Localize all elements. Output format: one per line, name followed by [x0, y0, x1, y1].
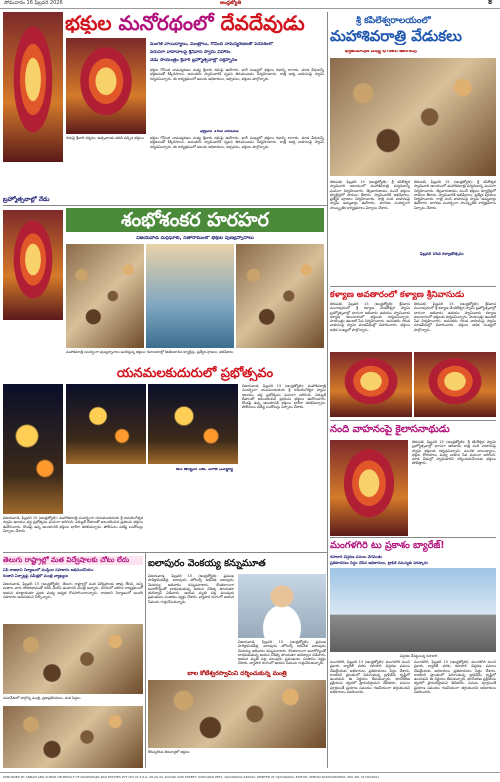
a1-body: భక్తుల గోవింద నామస్మరణల మధ్య శ్రీవారు రథంపై ఊరేగారు. భారీ సంఖ్యలో భక్తులు రథాన్ని లాగారు. మాడ వీధులన్నీ భక్తజనంతో కిక్కిరిసాయి. అనంతరం స్వామివారికి స్నపన తిరుమంజనం నిర్వహించారు. రాత్రి అశ్వ వాహనంపై స్వామి దర్శనమిచ్చారు. ఈ కార్యక్రమంలో ఆలయ అధికారులు, అర్చకులు, భక్తులు పాల్గొన్నారు.	[150, 68, 324, 81]
a1-caption-text: రథంపై శ్రీవారి దర్శనం; ఉత్సవాలకు తరలి వచ్చిన భక్తులు	[66, 136, 144, 140]
a9-bullet-1: రహదారి విస్తరణ పనులు వేగవంతం	[330, 555, 383, 559]
a6-body: విజయవాడ, ఫిబ్రవరి 15 (ఆంధ్రజ్యోతి): తెలుగు రాష్ట్రాల్లో మత విద్వేషాలకు తావు లేదని, అన్ని మతాల వారు సోదరభావంతో కలిసి మెలిసి ఉంటారని మంత్రి అన్నారు. నగరంలో జరిగిన కార్యక్రమంలో ఆయన మాట్లాడుతూ ప్రజల మధ్య ఐక్యత కొనసాగించాలన్నారు. రాజధాని నిర్మాణంలో అందరి సహకారం అవసరమని పేర్కొన్నారు.	[3, 582, 143, 599]
a2-subhead: భక్తజనపోషణ మధ్య భోగితేరు ఊరేగింపు	[345, 50, 417, 54]
deity-photo	[66, 38, 146, 134]
a8-headline: నంది వాహనంపై కైలాసనాథుడు	[330, 424, 450, 435]
page-number: 8	[488, 0, 493, 6]
a6-meeting-photo	[3, 624, 143, 694]
a3-bathing-photo-3	[236, 244, 324, 348]
divider-vertical-left	[145, 552, 146, 768]
a2-crowd-photo	[330, 58, 496, 176]
a7-body-2: విజయవాడ, ఫిబ్రవరి 15 (ఆంధ్రజ్యోతి): ప్రముఖ పారిశ్రామికవేత్త, ఐలాపురం హోటల్స్ అధినేత ఐలాపురం వెంకయ్య ఆదివారం కన్నుమూశారు. కొంతకాలంగా అనారోగ్యంతో బాధపడుతున్న ఆయన చికిత్స పొందుతూ తుదిశ్వాస విడిచారు. ఆయన మృతి పట్ల పలువురు ప్రముఖులు సంతాపం వ్యక్తం చేశారు. వ్యాపార రంగంలో ఆయన సేవలను గుర్తుచేసుకున్నారు.	[238, 640, 326, 666]
a2-kicker: శ్రీ కపిలేశ్వరాలయంలో	[356, 16, 431, 26]
a1-bullet-3: నేడు సాయంత్రం శ్రీవారి బ్రహ్మోత్సవాల్లో చక్రస్నానం	[150, 58, 238, 63]
a2-body-left: తిరుపతి, ఫిబ్రవరి 15 (ఆంధ్రజ్యోతి): శ్రీ కపిలేశ్వర స్వామివారి ఆలయంలో మహాశివరాత్రి పర్వదినాన్ని ఘనంగా నిర్వహించారు. తెల్లవారుజాము నుంచే భక్తులు క్యూలైన్లలో బారులు తీరారు. స్వామివారికి అభిషేకాలు, ప్రత్యేక పూజలు నిర్వహించారు. రాత్రి నంది వాహనంపై స్వామి అమ్మవార్లు ఊరేగారు. జాగరణ సందర్భంగా సాంస్కృతిక కార్యక్రమాలు ఏర్పాటు చేశారు.	[330, 180, 410, 210]
a6-bullet-1: ఏపీ రాజధాని నిర్మాణంలో ముస్లింల సహకారం అభినందనీయం	[3, 568, 94, 572]
a3-bathing-photo-1	[66, 244, 144, 348]
a4-photo-1	[330, 352, 412, 417]
a2-subhead-2: ఫిబ్రవరి 16వ కళ్యాణోత్సవం	[420, 252, 464, 256]
a9-bullet-2: ప్రతిపాదనలు సిద్ధం చేసిన అధికారులు, ట్రాఫిక్ సమస్యకు పరిష్కారం	[330, 561, 429, 565]
divider-a8	[330, 537, 496, 538]
a1-box-title: బ్రహ్మోత్సవాల్లో నేడు	[3, 196, 50, 203]
divider-a1	[3, 205, 327, 206]
a2-body-right: తిరుపతి, ఫిబ్రవరి 15 (ఆంధ్రజ్యోతి): శ్రీ కపిలేశ్వర స్వామివారి ఆలయంలో మహాశివరాత్రి పర్వదినాన్ని ఘనంగా నిర్వహించారు. తెల్లవారుజాము నుంచే భక్తులు క్యూలైన్లలో బారులు తీరారు. స్వామివారికి అభిషేకాలు, ప్రత్యేక పూజలు నిర్వహించారు. రాత్రి నంది వాహనంపై స్వామి అమ్మవార్లు ఊరేగారు. జాగరణ సందర్భంగా సాంస్కృతిక కార్యక్రమాలు ఏర్పాటు చేశారు.	[414, 180, 496, 210]
a1-headline: భక్తుల మనోరథంలో దేవదేవుడు	[65, 12, 305, 34]
a5-body: విజయవాడ, ఫిబ్రవరి 15 (ఆంధ్రజ్యోతి): మహాశివరాత్రి సందర్భంగా యనమలకుదురు శ్రీ రామలింగేశ్వర స్వామి ఆలయం వద్ద ప్రభోత్సవం ఘనంగా జరిగింది. విద్యుత్ దీపాలతో అలంకరించిన ప్రభలను భక్తులు ఊరేగించారు. కొండపై ఉన్న ఆలయానికి భక్తులు భారీగా తరలివచ్చారు. పోలీసులు పటిష్ఠ బందోబస్తు ఏర్పాటు చేశారు.	[242, 384, 326, 410]
divider-mid	[3, 552, 327, 553]
a1-body-2: భక్తుల గోవింద నామస్మరణల మధ్య శ్రీవారు రథంపై ఊరేగారు. భారీ సంఖ్యలో భక్తులు రథాన్ని లాగారు. మాడ వీధులన్నీ భక్తజనంతో కిక్కిరిసాయి. అనంతరం స్వామివారికి స్నపన తిరుమంజనం నిర్వహించారు. రాత్రి అశ్వ వాహనంపై స్వామి దర్శనమిచ్చారు. ఈ కార్యక్రమంలో ఆలయ అధికారులు, అర్చకులు, భక్తులు పాల్గొన్నారు.	[150, 136, 324, 149]
a1-subhead: ఫిబ్రవరి 16వ వెలువడి	[200, 130, 239, 134]
a7-body: విజయవాడ, ఫిబ్రవరి 15 (ఆంధ్రజ్యోతి): ప్రముఖ పారిశ్రామికవేత్త, ఐలాపురం హోటల్స్ అధినేత ఐలాపురం వెంకయ్య ఆదివారం కన్నుమూశారు. కొంతకాలంగా అనారోగ్యంతో బాధపడుతున్న ఆయన చికిత్స పొందుతూ తుదిశ్వాస విడిచారు. ఆయన మృతి పట్ల పలువురు ప్రముఖులు సంతాపం వ్యక్తం చేశారు. వ్యాపార రంగంలో ఆయన సేవలను గుర్తుచేసుకున్నారు.	[148, 574, 234, 604]
a7-caption: కోటప్పకొండ తిరునాళ్లలో భక్తులు	[148, 750, 190, 754]
a5-headline: యనమలకుదురులో ప్రభోత్సవం	[116, 366, 274, 381]
a5-caption: జేసీ ఉద్యమ నేత, మాజీ ఎమ్మెల్యే	[176, 468, 233, 472]
a7-portrait-photo	[238, 574, 326, 638]
a5-body-2: విజయవాడ, ఫిబ్రవరి 15 (ఆంధ్రజ్యోతి): మహాశివరాత్రి సందర్భంగా యనమలకుదురు శ్రీ రామలింగేశ్వర స్వామి ఆలయం వద్ద ప్రభోత్సవం ఘనంగా జరిగింది. విద్యుత్ దీపాలతో అలంకరించిన ప్రభలను భక్తులు ఊరేగించారు. కొండపై ఉన్న ఆలయానికి భక్తులు భారీగా తరలివచ్చారు. పోలీసులు పటిష్ఠ బందోబస్తు ఏర్పాటు చేశారు.	[3, 516, 143, 533]
a9-body-left: మంగళగిరి, ఫిబ్రవరి 15 (ఆంధ్రజ్యోతి): మంగళగిరి నుంచి ప్రకాశం బ్యారేజ్ వరకు రహదారి విస్తరణ పనులు చేపట్టేందుకు అధికారులు ప్రతిపాదనలు సిద్ధం చేశారు. రాజధాని ప్రాంతంలో పెరుగుతున్న ట్రాఫిక్‌ను దృష్టిలో ఉంచుకుని ఈ నిర్ణయం తీసుకున్నారు. భూసేకరణ ప్రక్రియను త్వరలో ప్రారంభిస్తామని తెలిపారు. పనులు పూర్తయితే ప్రయాణ సమయం గణనీయంగా తగ్గుతుందని అధికారులు వివరించారు.	[330, 660, 410, 695]
divider-vertical-right	[327, 12, 328, 768]
a2-headline: మహాశివరాత్రి వేడుకలు	[330, 28, 462, 45]
a3-bathing-photo-2	[146, 244, 234, 348]
a5-prabha-photo-1	[3, 384, 63, 514]
a8-body: తిరుపతి, ఫిబ్రవరి 15 (ఆంధ్రజ్యోతి): శ్రీ కపిలేశ్వర స్వామి బ్రహ్మోత్సవాల్లో భాగంగా ఆదివారం రాత్రి నంది వాహనంపై స్వామి భక్తులకు దర్శనమిచ్చారు. మంగళ వాయిద్యాలు, భక్తుల కోలాహలం మధ్య వాహన సేవ ఘనంగా జరిగింది. మాడ వీధుల్లో స్వామివారిని దర్శించుకునేందుకు భక్తులు పోటెత్తారు.	[412, 440, 496, 466]
a5-prabha-photo-2	[66, 384, 146, 464]
a6-headline: తెలుగు రాష్ట్రాల్లో మత విద్వేషాలకు చోటు లేదు	[3, 556, 143, 565]
a6-photo-2	[3, 706, 143, 768]
page-date: సోమవారం 16 ఫిబ్రవరి 2026	[4, 0, 63, 6]
chariot-photo	[3, 12, 63, 162]
a4-body-right: తిరుపతి, ఫిబ్రవరి 15 (ఆంధ్రజ్యోతి): శ్రీనివాస మంగాపురంలో శ్రీ కళ్యాణ వేంకటేశ్వర స్వామి బ్రహ్మోత్సవాల్లో భాగంగా ఆదివారం ఉదయం స్వామివారు కళ్యాణ అలంకారంలో భక్తులకు దర్శనమిచ్చారు. సాయంత్రం ఊంజల్ సేవ నిర్వహించారు. అనంతరం గరుడ వాహనంపై స్వామి మాడవీధుల్లో విహరించారు. భక్తులు అధిక సంఖ్యలో పాల్గొన్నారు.	[414, 302, 496, 332]
a4-photo-2	[414, 352, 496, 417]
a3-subhead: విజయవాడ దుర్గఘాట్, సీతారామంలో భక్తుల పుణ్యస్నానాలు	[136, 236, 254, 241]
a7-subhead: బాల కోటేశ్వరస్వామిని దర్శించుకున్న మంత్రి	[187, 670, 287, 677]
a9-road-photo	[330, 568, 496, 652]
a3-headline: శంభోశంకర హరహర	[66, 208, 324, 232]
a9-headline: మంగళగిరి టు ప్రకాశం బ్యారేజ్!	[330, 540, 445, 551]
a3-caption: మహాశివరాత్రి సందర్భంగా పుణ్యస్నానాలు ఆచరిస్తున్న భక్తులు; శివాలయాల్లో కిటకిటలాడిన క్యూలైన్లు, ప్రత్యేక పూజలు, అభిషేకాలు	[66, 350, 234, 354]
a5-prabha-photo-3	[148, 384, 238, 464]
a1-bullet-1: మంగళ వాయిద్యాలు, మంత్రాలు, గోవింద నామస్మరణలతో పరవశంలో	[150, 42, 274, 47]
a6-bullet-2: రంజాన్ ఏర్పాట్లపై సమీక్షలో మంత్రి వ్యాఖ్యలు	[3, 574, 69, 578]
a4-body-left: తిరుపతి, ఫిబ్రవరి 15 (ఆంధ్రజ్యోతి): శ్రీనివాస మంగాపురంలో శ్రీ కళ్యాణ వేంకటేశ్వర స్వామి బ్రహ్మోత్సవాల్లో భాగంగా ఆదివారం ఉదయం స్వామివారు కళ్యాణ అలంకారంలో భక్తులకు దర్శనమిచ్చారు. సాయంత్రం ఊంజల్ సేవ నిర్వహించారు. అనంతరం గరుడ వాహనంపై స్వామి మాడవీధుల్లో విహరించారు. భక్తులు అధిక సంఖ్యలో పాల్గొన్నారు.	[330, 302, 410, 332]
newspaper-name: ఆంధ్రజ్యోతి	[220, 0, 242, 6]
a8-nandi-photo	[330, 440, 408, 536]
divider-a2	[330, 286, 496, 287]
a9-caption: విస్తరణ చేపట్టనున్న రహదారి	[400, 654, 438, 658]
a4-headline: కళ్యాణ అవతారంలో కళ్యాణ శ్రీనివాసుడు	[330, 290, 465, 300]
a7-temple-photo	[148, 680, 326, 748]
divider-a4	[330, 420, 496, 421]
a9-body-right: మంగళగిరి, ఫిబ్రవరి 15 (ఆంధ్రజ్యోతి): మంగళగిరి నుంచి ప్రకాశం బ్యారేజ్ వరకు రహదారి విస్తరణ పనులు చేపట్టేందుకు అధికారులు ప్రతిపాదనలు సిద్ధం చేశారు. రాజధాని ప్రాంతంలో పెరుగుతున్న ట్రాఫిక్‌ను దృష్టిలో ఉంచుకుని ఈ నిర్ణయం తీసుకున్నారు. భూసేకరణ ప్రక్రియను త్వరలో ప్రారంభిస్తామని తెలిపారు. పనులు పూర్తయితే ప్రయాణ సమయం గణనీయంగా తగ్గుతుందని అధికారులు వివరించారు.	[414, 660, 496, 695]
a7-headline: ఐలాపురం వెంకయ్య కన్నుమూత	[148, 558, 266, 569]
a3-deity-photo	[3, 210, 63, 320]
publisher-footer: PUBLISHED BY ANNAM ANIL KUMAR ON BEHALF OF NAGESWARA RAO ESTATES PVT LTD AT 3-6-2, 28-29-34, DASARI VARI STREET, SURYARAO PETA, VIJAYAWADA-520002, PRINTED AT VIJAYAWADA. EDITOR: VEMURI RADHAKRISHNA. RNI. NO. 51790/2001	[0, 772, 500, 782]
a6-caption: సమావేశంలో పాల్గొన్న మంత్రి, ప్రజాప్రతినిధులు, మత పెద్దలు	[3, 696, 81, 700]
page-header-bar	[0, 0, 500, 9]
a1-bullet-2: వరుసగా వాహనాలపై శ్రీనివాస స్వామి విహారం	[150, 50, 231, 55]
